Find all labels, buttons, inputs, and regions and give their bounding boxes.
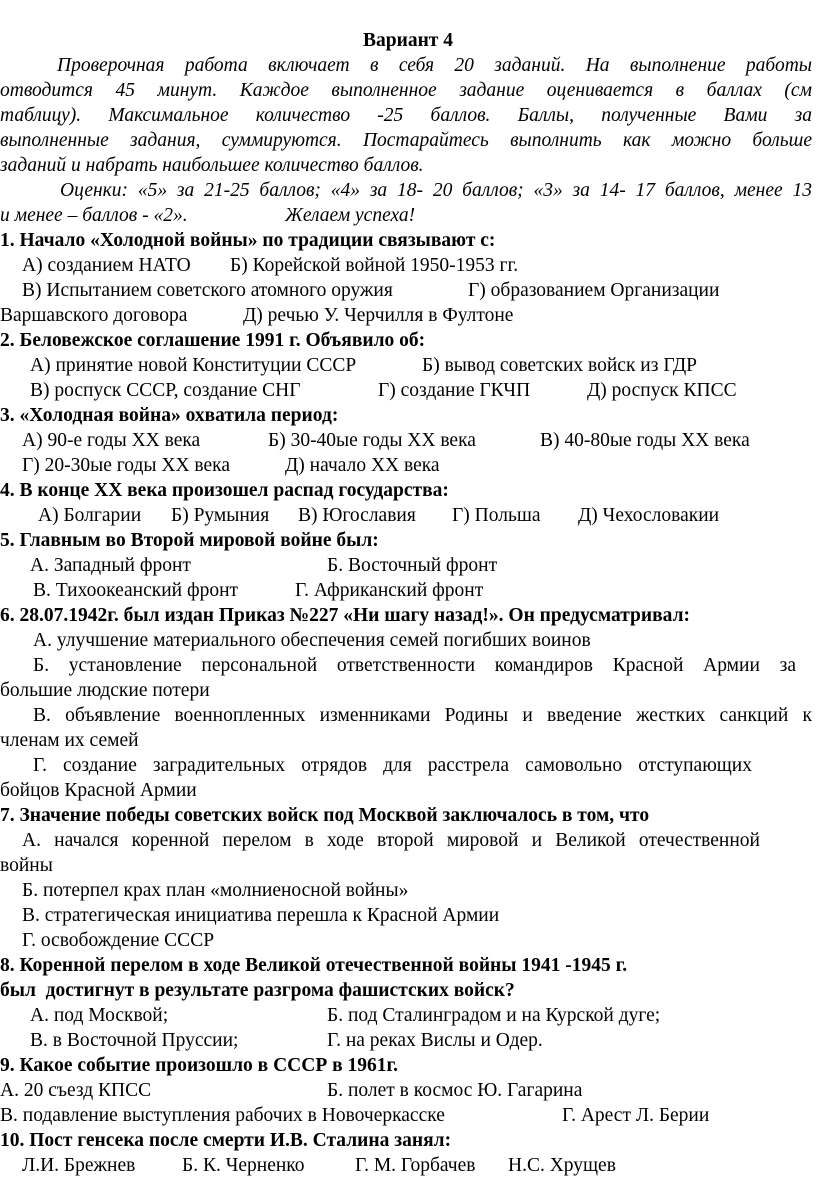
answer-line bbox=[0, 278, 816, 303]
question-text: 7. Значение победы советских войск под Москвой заключалось в том, что bbox=[0, 805, 650, 826]
answer-line bbox=[0, 903, 816, 928]
answer-option: В. объявление военнопленных изменниками Родины и введение жестких санкций к bbox=[33, 705, 812, 726]
answer-option: Б. установление персональной ответственности командиров Красной Армии за bbox=[33, 655, 796, 676]
question-line bbox=[0, 403, 816, 428]
answer-option: Г. Африканский фронт bbox=[295, 580, 484, 601]
question-text: 10. Пост генсека после смерти И.В. Сталина занял: bbox=[0, 1130, 452, 1151]
answer-option: Б. потерпел крах план «молниеносной войны» bbox=[22, 880, 409, 901]
answer-line bbox=[0, 453, 816, 478]
answer-option: А) Болгарии bbox=[38, 505, 142, 526]
answer-option: Г. М. Горбачев bbox=[355, 1155, 476, 1176]
instruction-line bbox=[0, 103, 816, 128]
instruction-text: Желаем успеха! bbox=[285, 205, 416, 226]
answer-option: Б. Восточный фронт bbox=[327, 555, 498, 576]
answer-line bbox=[0, 578, 816, 603]
answer-option: Г) 20-30ые годы XX века bbox=[22, 455, 230, 476]
answer-option: Б. К. Черненко bbox=[182, 1155, 305, 1176]
question-line bbox=[0, 328, 816, 353]
question-line bbox=[0, 603, 816, 628]
answer-option: членам их семей bbox=[0, 730, 139, 751]
answer-option: большие людские потери bbox=[0, 680, 210, 701]
instruction-line bbox=[0, 203, 816, 228]
question-line bbox=[0, 1128, 816, 1153]
question-line bbox=[0, 1053, 816, 1078]
question-text: 3. «Холодная война» охватила период: bbox=[0, 405, 339, 426]
instruction-line bbox=[0, 53, 816, 78]
answer-line bbox=[0, 778, 816, 803]
answer-option: Н.С. Хрущев bbox=[508, 1155, 616, 1176]
answer-option: Д) начало XX века bbox=[285, 455, 440, 476]
answer-option: бойцов Красной Армии bbox=[0, 780, 197, 801]
answer-line bbox=[0, 928, 816, 953]
answer-option: А. Западный фронт bbox=[30, 555, 191, 576]
answer-option: Г) создание ГКЧП bbox=[378, 380, 531, 401]
answer-line bbox=[0, 1103, 816, 1128]
question-text: был достигнут в результате разгрома фашистских войск? bbox=[0, 980, 515, 1001]
question-line bbox=[0, 478, 816, 503]
instruction-text: и менее – баллов - «2». bbox=[0, 205, 188, 226]
question-text: 6. 28.07.1942г. был издан Приказ №227 «Ни шагу назад!». Он предусматривал: bbox=[0, 605, 691, 626]
question-text: 5. Главным во Второй мировой войне был: bbox=[0, 530, 379, 551]
answer-option: Г. освобождение СССР bbox=[22, 930, 215, 951]
question-line bbox=[0, 803, 816, 828]
answer-option: Д) речью У. Черчилля в Фултоне bbox=[243, 305, 514, 326]
answer-line bbox=[0, 878, 816, 903]
answer-line bbox=[0, 428, 816, 453]
instruction-text: выполненные задания, суммируются. Постарайтесь выполнить как можно больше bbox=[0, 130, 812, 151]
answer-line bbox=[0, 553, 816, 578]
answer-option: А. под Москвой; bbox=[30, 1005, 169, 1026]
answer-option: А. 20 съезд КПСС bbox=[0, 1080, 152, 1101]
answer-line bbox=[0, 1028, 816, 1053]
answer-option: Б) вывод советских войск из ГДР bbox=[422, 355, 698, 376]
answer-line bbox=[0, 1153, 816, 1178]
answer-line bbox=[0, 703, 816, 728]
answer-line bbox=[0, 303, 816, 328]
instruction-text: заданий и набрать наибольшее количество баллов. bbox=[0, 155, 424, 176]
instruction-line bbox=[0, 78, 816, 103]
answer-option: Г) Польша bbox=[452, 505, 541, 526]
answer-option: Г. создание заградительных отрядов для расстрела самовольно отступающих bbox=[33, 755, 752, 776]
answer-option: Г. на реках Вислы и Одер. bbox=[327, 1030, 543, 1051]
answer-option: В) 40-80ые годы XX века bbox=[540, 430, 750, 451]
answer-line bbox=[0, 628, 816, 653]
instruction-text: Оценки: «5» за 21-25 баллов; «4» за 18- 20 баллов; «3» за 14- 17 баллов, менее 13 bbox=[60, 180, 812, 201]
instruction-text: отводится 45 минут. Каждое выполненное задание оценивается в баллах (см bbox=[0, 80, 812, 101]
answer-option: Варшавского договора bbox=[0, 305, 188, 326]
instruction-line bbox=[0, 128, 816, 153]
answer-line bbox=[0, 728, 816, 753]
answer-line bbox=[0, 353, 816, 378]
answer-line bbox=[0, 1003, 816, 1028]
answer-option: А) принятие новой Конституции СССР bbox=[30, 355, 357, 376]
question-line bbox=[0, 228, 816, 253]
answer-line bbox=[0, 378, 816, 403]
instruction-line bbox=[0, 153, 816, 178]
document-title: Вариант 4 bbox=[362, 30, 454, 51]
answer-line bbox=[0, 753, 816, 778]
answer-option: Л.И. Брежнев bbox=[22, 1155, 136, 1176]
answer-option: В. Тихоокеанский фронт bbox=[33, 580, 239, 601]
answer-option: А. начался коренной перелом в ходе второй мировой и Великой отечественной bbox=[22, 830, 760, 851]
title-line bbox=[0, 28, 816, 53]
answer-option: Г) образованием Организации bbox=[468, 280, 720, 301]
answer-line bbox=[0, 678, 816, 703]
answer-line bbox=[0, 828, 816, 853]
answer-line bbox=[0, 253, 816, 278]
question-line bbox=[0, 528, 816, 553]
answer-option: Б) 30-40ые годы XX века bbox=[268, 430, 476, 451]
answer-option: В. в Восточной Пруссии; bbox=[30, 1030, 239, 1051]
answer-option: В. стратегическая инициатива перешла к Красной Армии bbox=[22, 905, 500, 926]
answer-option: В. подавление выступления рабочих в Новочеркасске bbox=[0, 1105, 445, 1126]
question-text: 4. В конце XX века произошел распад государства: bbox=[0, 480, 449, 501]
answer-option: А) 90-е годы XX века bbox=[22, 430, 201, 451]
question-text: 8. Коренной перелом в ходе Великой отечественной войны 1941 -1945 г. bbox=[0, 955, 628, 976]
answer-option: Б) Корейской войной 1950-1953 гг. bbox=[230, 255, 519, 276]
instruction-text: таблицу). Максимальное количество -25 баллов. Баллы, полученные Вами за bbox=[0, 105, 812, 126]
question-text: 1. Начало «Холодной войны» по традиции связывают с: bbox=[0, 230, 496, 251]
question-text: 2. Беловежское соглашение 1991 г. Объявило об: bbox=[0, 330, 426, 351]
question-line bbox=[0, 953, 816, 978]
answer-option: А) созданием НАТО bbox=[22, 255, 191, 276]
answer-option: Б) Румыния bbox=[171, 505, 270, 526]
answer-option: Б. полет в космос Ю. Гагарина bbox=[327, 1080, 583, 1101]
answer-option: Б. под Сталинградом и на Курской дуге; bbox=[327, 1005, 661, 1026]
question-line bbox=[0, 978, 816, 1003]
answer-line bbox=[0, 503, 816, 528]
answer-line bbox=[0, 1078, 816, 1103]
answer-option: В) роспуск СССР, создание СНГ bbox=[30, 380, 301, 401]
answer-line bbox=[0, 653, 816, 678]
question-text: 9. Какое событие произошло в СССР в 1961г. bbox=[0, 1055, 399, 1076]
answer-option: Д) роспуск КПСС bbox=[587, 380, 737, 401]
answer-option: В) Югославия bbox=[298, 505, 416, 526]
answer-option: А. улучшение материального обеспечения семей погибших воинов bbox=[33, 630, 591, 651]
instruction-line bbox=[0, 178, 816, 203]
answer-option: Г. Арест Л. Берии bbox=[562, 1105, 710, 1126]
answer-option: В) Испытанием советского атомного оружия bbox=[22, 280, 393, 301]
answer-option: войны bbox=[0, 855, 53, 876]
answer-line bbox=[0, 853, 816, 878]
answer-option: Д) Чехословакии bbox=[578, 505, 720, 526]
instruction-text: Проверочная работа включает в себя 20 заданий. На выполнение работы bbox=[57, 55, 812, 76]
